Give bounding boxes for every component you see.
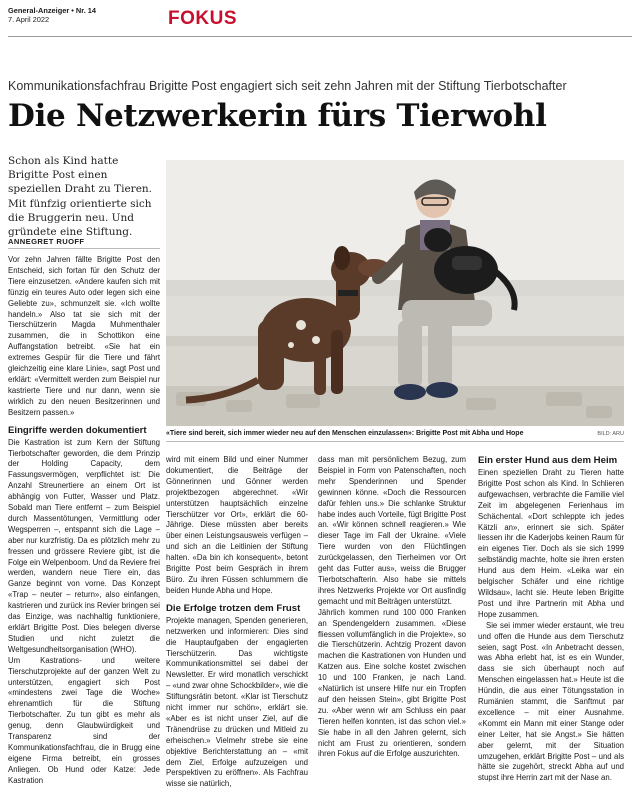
caption-divider <box>166 441 624 442</box>
subheading: Ein erster Hund aus dem Heim <box>478 455 618 466</box>
article-lead: Schon als Kind hatte Brigitte Post einen speziellen Draht zu Tieren. Mit fünfzig orientierte sich die Bruggerin neu. Und gründete eine Stiftung. <box>8 155 153 239</box>
article-author: ANNEGRET RUOFF <box>8 237 85 246</box>
masthead-divider <box>8 36 632 37</box>
subheading: Eingriffe werden dokumentiert <box>8 424 147 436</box>
photo-credit: BILD: ARU <box>597 431 624 437</box>
article-column-3 <box>318 455 466 795</box>
article-kicker: Kommunikationsfachfrau Brigitte Post engagiert sich seit zehn Jahren mit der Stiftung Tierbotschafter <box>8 79 567 93</box>
author-divider <box>8 248 160 249</box>
paragraph: Jährlich kommen rund 100 000 Franken an Spendengeldern zusammen. «Diese fliessen vollumfänglich in die Projekte», so die Tierschützerin. Achtzig Prozent davon machen die Kastrationen von Hunden und Katzen aus. Eine solche kostet zwischen 10 und 100 Franken, je nach Land. «Natürlich ist unsere Hilfe nur ein Tropfen auf den heissen Stein», gibt Brigitte Post zu. «Aber wenn wir am Schluss ein paar Tieren helfen konnten, ist das schon viel.» Sie habe in all den Jahren gelernt, sich nicht am Frust zu orientieren, sondern ihren Fokus auf die Erfolge auszurichten. <box>318 607 466 759</box>
section-label: FOKUS <box>168 8 237 29</box>
paragraph: Einen speziellen Draht zu Tieren hatte Brigitte Post schon als Kind. In Schlieren aufgewachsen, verbrachte die Familie viel Zeit im abgelegenen Ferienhaus im Schächental. «Dort schleppte ich jedes Kätzli an», erinnert sie sich. Später liessen ihr die Kaderjobs keinen Raum für ein eigenes Tier. Doch als sie sich 1999 selbständig machte, holte sie ihren ersten Hund aus dem Heim. «Leika war ein belgischer Schäfer und eine richtige Wildsau», lacht sie. Heute leben Brigitte Post und ihre Partnerin mit Abha und Hope zusammen. <box>478 468 624 619</box>
article-headline: Die Netzwerkerin fürs Tierwohl <box>8 98 547 134</box>
paragraph: Projekte managen, Spenden generieren, netzwerken und informieren: Dies sind die Hauptaufgaben der engagierten Tierschützerin. Das wichtigste Kommunikationsmittel sei dabei der Newsletter. Er wird monatlich verschickt – «und zwar ohne Schockbilder», wie die Stiftungsrätin betont. «Klar ist Tierschutz nicht immer nur schön», erklärt sie. «Aber es ist nicht unser Ziel, auf die Tränendrüse zu drücken und Mitleid zu erheischen.» Vielmehr strebe sie eine objektive Berichterstattung an – «mit dem Ziel, Erfolge aufzuzeigen und Perspektiven zu eröffnen». Als Fachfrau wisse sie natürlich, <box>166 615 308 789</box>
masthead <box>8 6 632 38</box>
issue-date: 7. April 2022 <box>8 15 50 24</box>
paragraph: Sie sei immer wieder erstaunt, wie treu und offen die Hunde aus dem Tierschutz seien, sagt Post. «In Anbetracht dessen, was Abha erlebt hat, ist es ein Wunder, dass sie sich überhaupt noch auf Menschen eingelassen hat.» Heute ist die Hündin, die aus einer Tötungsstation in Rumänien stammt, die Sanftmut par excellence – mit einer Ausnahme. «Kommt ein Mann mit einer Stange oder einer Leiter, hat sie Angst.» Sie hätten aber gelernt, mit der Situation umzugehen, erklärt Brigitte Post – und als hätte sie zugehört, streckt Abha auf und stupst ihre Herrin zart mit der Nase an. <box>478 620 624 783</box>
article-column-4 <box>478 455 624 795</box>
paragraph: dass man mit persönlichem Bezug, zum Beispiel in Form von Patenschaften, noch mehr Spenderinnen und Spender gewinnen könne. «Doch die Ressourcen dafür fehlen uns.» Die schlanke Struktur habe indes auch Vorteile, fügt Brigitte Post an. «Wir können schnell reagieren.» Wie dieser Tage im Fall der Ukraine. «Viele Tiere wurden von den Flüchtlingen zurückgelassen, den Tierheimen vor Ort geht das Futter aus», weiss die Brugger Tierbotschafterin. Also habe sie mittels ihres Netzwerks Projekte vor Ort ausfindig gemacht und mit Beiträgen unterstützt. <box>318 455 466 606</box>
paragraph: wird mit einem Bild und einer Nummer dokumentiert, die Beiträge der Gönnerinnen und Gönner werden projektbezogen abgerechnet. «Wir unterstützen hauptsächlich einzelne Tierschützer vor Ort», erklärt die 60-Jährige. Diese müssten aber bereits über einen Leistungsausweis verfügen – und sich an die Leitlinien der Stiftung halten. «Da bin ich konsequent», betont Brigitte Post beim Gespräch in ihrem Büro. Zu ihren Füssen schlummern die beiden Hunde Abha und Hope. <box>166 455 308 595</box>
photo-caption: «Tiere sind bereit, sich immer wieder neu auf den Menschen einzulassen»: Brigitte Post mit Abha und Hope <box>166 430 524 437</box>
subheading: Die Erfolge trotzen dem Frust <box>166 602 301 614</box>
article-column-2 <box>166 455 308 795</box>
paragraph: Vor zehn Jahren fällte Brigitte Post den Entscheid, sich fortan für den Schutz der Tiere einzusetzen. «Andere kaufen sich mit fünzig ein teures Auto oder legen sich eine Geliebte zu», schmunzelt sie. «Ich wollte handeln.» Also tat sie sich mit der Tierschützerin Magda Muhmenthaler zusammen, die in Schottikon eine Auffangstation betreibt. «Sie hat ein extremes Gespür für die Tiere und fährt gleichzeitig eine klare Linie», sagt Post und erklärt: «Vermittelt werden zum Beispiel nur kastrierte Tiere und nur dann, wenn sie wirklich zu den neuen Besitzerinnen und Besitzern passen.» <box>8 255 160 417</box>
newspaper-name: General-Anzeiger • Nr. 14 <box>8 6 97 15</box>
article-photo <box>166 160 624 426</box>
article-column-1 <box>8 255 160 795</box>
paragraph: Um Kastrations- und weitere Tierschutzprojekte auf der ganzen Welt zu unterstützen, engagiert sich Post «mindestens zwei Tage die Woche» ehrenamtlich für die Stiftung Tierbotschafter. Zu tun gibt es mehr als genug, denn Glaubwürdigkeit und Transparenz sind der Kommunikationsfachfrau, die in Brugg eine eigene Firma betreibt, ein grosses Anliegen. Ob Hund oder Katze: Jede Kastration <box>8 655 160 785</box>
photo-illustration <box>166 160 624 426</box>
paragraph: Die Kastration ist zum Kern der Stiftung Tierbotschafter geworden, die dem Prinzip der Holding Capacity, dem Fassungsvermögen, verpflichtet ist: Die Anzahl Streunertiere an einem Ort ist abhängig von Futter, Wasser und Platz. Sobald man Tiere entfernt – zum Beispiel durch Massentötungen, Vermittlung oder Wegsperren –, entspannt sich die Lage – aber nur kurzfristig. Da es plötzlich mehr zu fressen und grössere Reviere gibt, ist die Folge ein Welpenboom. Und da Reviere frei werden, wandern neue Tiere ein, das Ganze beginnt von vorne. Das Konzept «Trap – neuter – return», also einfangen, kastrieren und zurück ins Revier bringen sei das Einzige, was nachhaltig funktioniere, erklärt Brigitte Post. Dies belegen diverse Studien und nicht zuletzt die Weltgesundheitsorganisation (WHO). <box>8 437 160 654</box>
